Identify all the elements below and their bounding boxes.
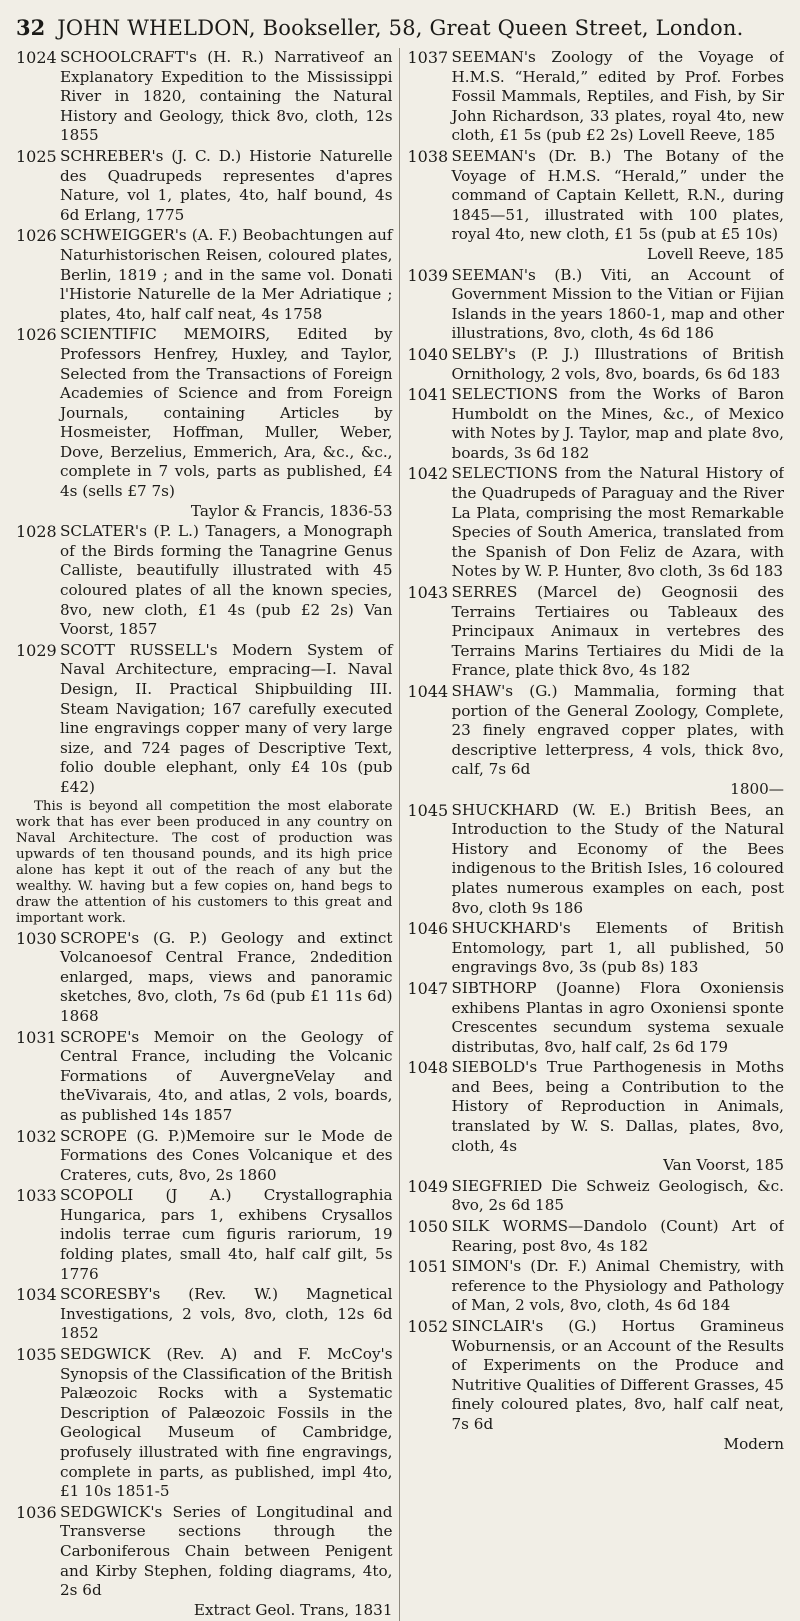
entry-text: SCIENTIFIC MEMOIRS, Edited by Professors Henfrey, Huxley, and Taylor, Selected from the Transactions of Foreign Academies of Science and from Foreign Journals, containing Articles by Hosmeister, Hoffman, Muller, Weber, Dove, Berzelius, Emmerich, Ara, &c., &c., complete in 7 vols, parts as published, £4 4s (sells £7 7s) Taylor & Francis, 1836-53 — [60, 325, 393, 520]
catalogue-entry — [408, 1177, 785, 1216]
entry-imprint: Taylor & Francis, 1836-53 — [190, 501, 393, 520]
entry-number: 1031 — [16, 1027, 57, 1047]
catalogue-entry — [408, 801, 785, 919]
entry-text: SINCLAIR's (G.) Hortus Gramineus Woburnensis, or an Account of the Results of Experiments on the Produce and Nutritive Qualities of Different Grasses, 45 finely coloured plates, 8vo, half calf neat, 7s 6d Modern — [451, 1317, 784, 1453]
entry-text: SEEMAN's (Dr. B.) The Botany of the Voyage of H.M.S. “Herald,” under the command of Captain Kellett, R.N., during 1845—51, illustrated with 100 plates, royal 4to, new cloth, £1 5s (pub at £5 10s) Lovell Reeve, 185 — [451, 146, 784, 263]
catalogue-entry — [408, 147, 785, 265]
publisher-line: JOHN WHELDON, Bookseller, 58, Great Queen Street, London. — [57, 16, 744, 40]
catalogue-entry — [408, 385, 785, 463]
entry-text: SERRES (Marcel de) Geognosii des Terrains Tertiaires ou Tableaux des Principaux Animaux in vertebres des Terrains Marins Tertiaires du Midi de la France, plate thick 8vo, 4s 182 — [451, 583, 784, 680]
entry-text: SIBTHORP (Joanne) Flora Oxoniensis exhibens Plantas in agro Oxoniensi sponte Crescentes secundum systema sexuale distributas, 8vo, half calf, 2s 6d 179 — [451, 978, 784, 1056]
entry-text: SCROPE (G. P.)Memoire sur le Mode de Formations des Cones Volcanique et des Crateres, cuts, 8vo, 2s 1860 — [60, 1126, 393, 1184]
entry-text: SELBY's (P. J.) Illustrations of British Ornithology, 2 vols, 8vo, boards, 6s 6d 183 — [451, 344, 784, 383]
entry-number: 1029 — [16, 640, 57, 660]
page-header — [16, 14, 784, 42]
catalogue-entry — [408, 919, 785, 978]
entry-number: 1040 — [407, 344, 449, 364]
entry-text: SCHOOLCRAFT's (H. R.) Narrativeof an Explanatory Expedition to the Mississippi River in 1820, containing the Natural History and Geology, thick 8vo, cloth, 12s 1855 — [60, 48, 393, 145]
catalogue-entry — [16, 147, 393, 225]
catalogue-entry — [408, 464, 785, 582]
entry-number: 1034 — [16, 1285, 57, 1305]
entry-text: SEEMAN's (B.) Viti, an Account of Government Mission to the Vitian or Fijian Islands in the years 1860-1, map and other illustrations, 8vo, cloth, 4s 6d 186 — [451, 265, 784, 343]
entry-number: 1024 — [16, 48, 57, 67]
entry-number: 1046 — [407, 919, 449, 939]
entry-text: SELECTIONS from the Works of Baron Humboldt on the Mines, &c., of Mexico with Notes by J. Taylor, map and plate 8vo, boards, 3s 6d 182 — [451, 385, 784, 462]
catalogue-entry — [408, 682, 785, 800]
entry-number: 1026 — [16, 226, 57, 246]
entry-text: SIEBOLD's True Parthogenesis in Moths and Bees, being a Contribution to the History of Reproduction in Animals, translated by W. S. Dallas, plates, 8vo, cloth, 4s Van Voorst, 185 — [451, 1058, 784, 1175]
entry-number: 1044 — [407, 682, 449, 701]
entry-text: SCHREBER's (J. C. D.) Historie Naturelle des Quadrupeds representes d'apres Nature, vol 1, plates, 4to, half bound, 4s 6d Erlang, 1775 — [60, 146, 393, 224]
page-number: 32 — [16, 15, 46, 40]
entry-number: 1051 — [407, 1257, 449, 1277]
columns — [16, 48, 784, 1621]
catalogue-note: This is beyond all competition the most elaborate work that has ever been produced in any country on Naval Architecture. The cost of production was upwards of ten thousand pounds, and its high price alone has kept it out of the reach of any but the wealthy. W. having but a few copies on, hand begs to draw the attention of his customers to this great and important work. — [16, 798, 393, 926]
entry-text: SCORESBY's (Rev. W.) Magnetical Investigations, 2 vols, 8vo, cloth, 12s 6d 1852 — [60, 1285, 393, 1343]
entry-number: 1035 — [16, 1345, 57, 1365]
catalogue-entry — [408, 1257, 785, 1316]
catalogue-entry — [16, 1285, 393, 1344]
catalogue-entry — [408, 1058, 785, 1176]
entry-text: SELECTIONS from the Natural History of the Quadrupeds of Paraguay and the River La Plata, comprising the most Remarkable Species of South America, translated from the Spanish of Don Feliz de Azara, with Notes by W. P. Hunter, 8vo cloth, 3s 6d 183 — [451, 464, 784, 581]
catalogue-entry — [408, 979, 785, 1057]
entry-number: 1045 — [407, 800, 449, 820]
catalogue-entry — [16, 48, 393, 146]
entry-text: SHUCKHARD's Elements of British Entomology, part 1, all published, 50 engravings 8vo, 3s (pub 8s) 183 — [451, 919, 784, 977]
entry-text: SCROPE's (G. P.) Geology and extinct Volcanoesof Central France, 2ndedition enlarged, maps, views and panoramic sketches, 8vo, cloth, 7s 6d (pub £1 11s 6d) 1868 — [60, 928, 393, 1025]
entry-number: 1049 — [407, 1176, 449, 1196]
entry-imprint: Extract Geol. Trans, 1831 — [193, 1600, 393, 1619]
entry-number: 1033 — [16, 1186, 57, 1206]
entry-number: 1038 — [407, 146, 449, 166]
entry-imprint: Modern — [723, 1434, 784, 1453]
entry-number: 1036 — [16, 1502, 57, 1522]
entry-text: SIEGFRIED Die Schweiz Geologisch, &c. 8vo, 2s 6d 185 — [451, 1176, 784, 1215]
catalogue-entry — [16, 1186, 393, 1284]
catalogue-entry — [16, 522, 393, 640]
entry-text: SCLATER's (P. L.) Tanagers, a Monograph of the Birds forming the Tanagrine Genus Calliste, beautifully illustrated with 45 coloured plates of all the known species, 8vo, new cloth, £1 4s (pub £2 2s) Van Voorst, 1857 — [60, 522, 393, 639]
catalogue-entry — [16, 1028, 393, 1126]
catalogue-entry — [16, 641, 393, 798]
entry-text: SHAW's (G.) Mammalia, forming that portion of the General Zoology, Complete, 23 finely engraved copper plates, with descriptive letterpress, 4 vols, thick 8vo, calf, 7s 6d 1800— — [451, 682, 784, 798]
entry-text: SCOPOLI (J A.) Crystallographia Hungarica, pars 1, exhibens Crysallos indolis terrae cum figuris rariorum, 19 folding plates, small 4to, half calf gilt, 5s 1776 — [60, 1186, 393, 1283]
entry-text: SCHWEIGGER's (A. F.) Beobachtungen auf Naturhistorischen Reisen, coloured plates, Berlin, 1819 ; and in the same vol. Donati l'Historie Naturelle de la Mer Adriatique ; plates, 4to, half calf neat, 4s 1758 — [60, 226, 393, 323]
entry-imprint: Lovell Reeve, 185 — [647, 244, 784, 263]
entry-number: 1026 — [16, 325, 57, 345]
catalogue-entry — [16, 929, 393, 1027]
entry-number: 1037 — [407, 48, 449, 67]
entry-number: 1042 — [407, 464, 449, 484]
catalogue-entry — [408, 1317, 785, 1454]
entry-number: 1043 — [407, 583, 449, 603]
catalogue-entry — [16, 1127, 393, 1186]
entry-text: SCOTT RUSSELL's Modern System of Naval Architecture, empracing—I. Naval Design, II. Practical Shipbuilding III. Steam Navigation; 167 carefully executed line engravings copper many of very large size, and 724 pages of Descriptive Text, folio double elephant, only £4 10s (pub £42) — [60, 640, 393, 796]
entry-number: 1025 — [16, 146, 57, 166]
right-column — [400, 48, 785, 1621]
entry-text: SEDGWICK (Rev. A) and F. McCoy's Synopsis of the Classification of the British Palæozoic Rocks with a Systematic Description of Palæozoic Fossils in the Geological Museum of Cambridge, profusely illustrated with fine engravings, complete in parts, as published, impl 4to, £1 10s 1851-5 — [60, 1345, 393, 1501]
entry-number: 1047 — [407, 978, 449, 998]
entry-imprint: 1800— — [730, 779, 784, 798]
entry-text: SCROPE's Memoir on the Geology of Central France, including the Volcanic Formations of AuvergneVelay and theVivarais, 4to, and atlas, 2 vols, boards, as published 14s 1857 — [60, 1027, 393, 1124]
entry-number: 1028 — [16, 522, 57, 542]
entry-text: SHUCKHARD (W. E.) British Bees, an Introduction to the Study of the Natural History and Economy of the Bees indigenous to the British Isles, 16 coloured plates numerous examples on each, post 8vo, cloth 9s 186 — [451, 800, 784, 917]
catalogue-entry — [408, 583, 785, 681]
entry-number: 1039 — [407, 265, 449, 285]
entry-number: 1032 — [16, 1126, 57, 1146]
catalogue-entry — [16, 1345, 393, 1502]
entry-number: 1050 — [407, 1217, 449, 1237]
catalogue-entry — [408, 48, 785, 146]
entry-text: SILK WORMS—Dandolo (Count) Art of Rearing, post 8vo, 4s 182 — [451, 1217, 784, 1255]
catalogue-entry — [408, 1217, 785, 1256]
entry-number: 1048 — [407, 1058, 449, 1078]
left-column — [16, 48, 400, 1621]
entry-text: SEEMAN's Zoology of the Voyage of H.M.S. “Herald,” edited by Prof. Forbes Fossil Mammals, Reptiles, and Fish, by Sir John Richardson, 33 plates, royal 4to, new cloth, £1 5s (pub £2 2s) Lovell Reeve, 185 — [451, 48, 784, 145]
catalogue-entry — [16, 226, 393, 324]
entry-number: 1030 — [16, 928, 57, 948]
entry-number: 1052 — [407, 1317, 449, 1336]
catalogue-entry — [408, 266, 785, 344]
entry-number: 1041 — [407, 385, 449, 405]
catalogue-entry — [16, 325, 393, 521]
catalogue-entry — [408, 345, 785, 384]
catalogue-entry — [16, 1503, 393, 1621]
entry-text: SEDGWICK's Series of Longitudinal and Transverse sections through the Carboniferous Chain between Penigent and Kirby Stephen, folding diagrams, 4to, 2s 6d Extract Geol. Trans, 1831 — [60, 1502, 393, 1619]
entry-imprint: Van Voorst, 185 — [663, 1156, 784, 1175]
entry-text: SIMON's (Dr. F.) Animal Chemistry, with reference to the Physiology and Pathology of Man, 2 vols, 8vo, cloth, 4s 6d 184 — [451, 1257, 784, 1315]
